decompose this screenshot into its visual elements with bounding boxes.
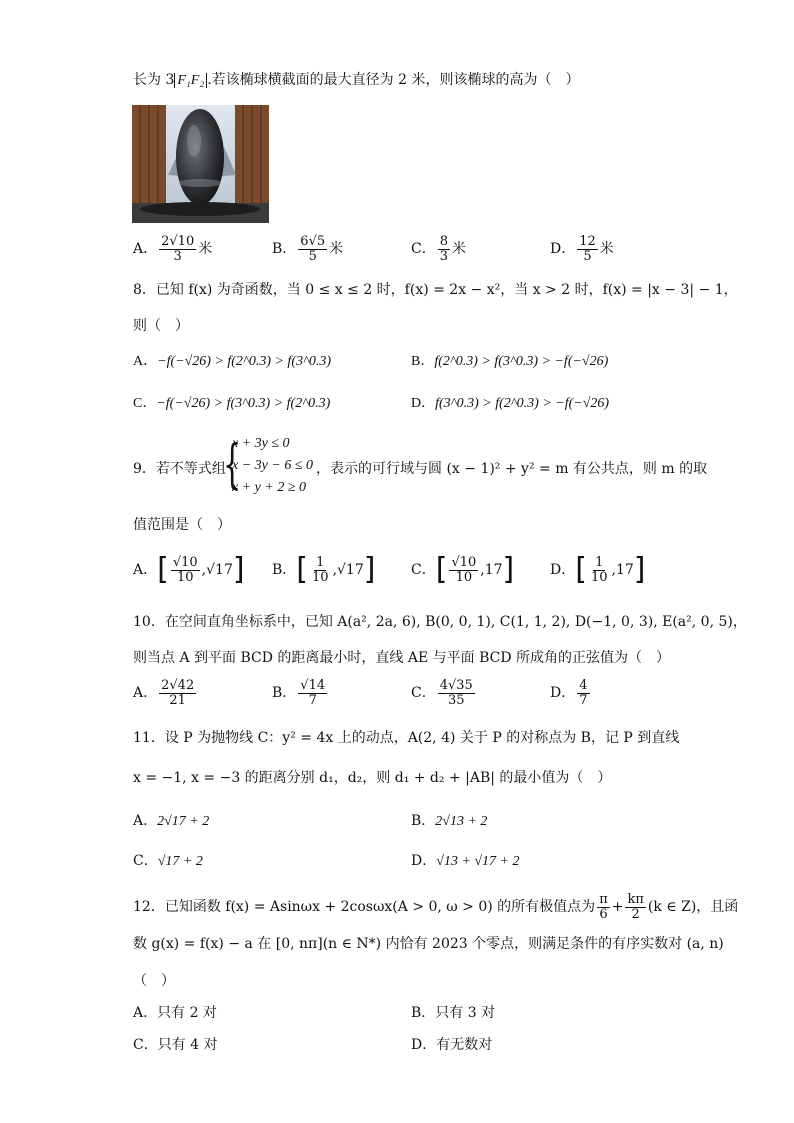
- fraction: $\frac{2√42}{21}$: [161, 678, 195, 708]
- abs-f1f2: F₁F₂: [174, 73, 207, 88]
- fraction: $\frac{1}{10}$: [312, 554, 329, 585]
- fraction: $\frac{√10}{10}$: [451, 554, 477, 585]
- inequality-1: x + 3y ≤ 0: [232, 436, 290, 451]
- fraction: $\frac{8}{3}$: [439, 234, 448, 264]
- ellipsoid-sculpture-photo: [132, 105, 269, 223]
- q7-option-c[interactable]: C． $\frac{8}{3}$ 米: [411, 234, 466, 264]
- q10-option-a[interactable]: A． $\frac{2√42}{21}$: [133, 678, 195, 708]
- q8-stem-line2: 则（ ）: [133, 318, 189, 334]
- q8-stem-line1: 8．已知 f(x) 为奇函数，当 0 ≤ x ≤ 2 时，f(x) = 2x − x²，当 x > 2 时，f(x) = |x − 3| − 1，: [133, 282, 738, 298]
- q11-stem-line2: x = −1, x = −3 的距离分别 d₁，d₂，则 d₁ + d₂ + |AB| 的最小值为（ ）: [133, 770, 612, 786]
- q9-option-c[interactable]: C．[ $\frac{√10}{10}$ ,17]: [411, 552, 515, 587]
- fraction: $\frac{2√10}{3}$: [161, 234, 195, 264]
- q10-option-d[interactable]: D． $\frac{4}{7}$: [550, 678, 588, 708]
- q8-option-c[interactable]: C．−f(−√26) > f(3^0.3) > f(2^0.3): [133, 396, 331, 411]
- q12-stem-line1: 12．已知函数 f(x) = Asinωx + 2cosωx(A > 0, ω > 0) 的所有极值点为 $\frac{\pi}{6}$ + $\frac{k\pi}{2}$ (k ∈ Z)，且函: [133, 892, 739, 922]
- fraction: $\frac{6√5}{5}$: [300, 234, 326, 264]
- q11-option-d[interactable]: D．√13 + √17 + 2: [411, 853, 520, 869]
- q12-option-c[interactable]: C．只有 4 对: [133, 1037, 218, 1053]
- q9-option-a[interactable]: A．[ $\frac{√10}{10}$ ,√17]: [133, 552, 245, 587]
- q11-option-a[interactable]: A．2√17 + 2: [133, 813, 210, 829]
- q7-option-a[interactable]: A． $\frac{2√10}{3}$ 米: [133, 234, 213, 264]
- fraction: $\frac{1}{10}$: [590, 554, 608, 585]
- fraction: $\frac{√10}{10}$: [172, 554, 198, 585]
- q11-option-c[interactable]: C．√17 + 2: [133, 853, 203, 869]
- left-brace: {: [223, 435, 242, 495]
- q10-option-b[interactable]: B． $\frac{√14}{7}$: [272, 678, 326, 708]
- inequality-2: x − 3y − 6 ≤ 0: [232, 458, 314, 473]
- q10-stem-line1: 10．在空间直角坐标系中，已知 A(a², 2a, 6), B(0, 0, 1), C(1, 1, 2), D(−1, 0, 3), E(a², 0, 5)，: [133, 614, 747, 630]
- q12-option-a[interactable]: A．只有 2 对: [133, 1005, 217, 1021]
- fraction: $\frac{√14}{7}$: [300, 678, 326, 708]
- q7-option-b[interactable]: B． $\frac{6√5}{5}$ 米: [272, 234, 344, 264]
- q9-option-d[interactable]: D．[ $\frac{1}{10}$ ,17]: [550, 552, 646, 587]
- fraction: $\frac{12}{5}$: [579, 234, 596, 264]
- q7-option-d[interactable]: D． $\frac{12}{5}$ 米: [550, 234, 614, 264]
- q12-option-d[interactable]: D．有无数对: [411, 1037, 493, 1053]
- q8-option-d[interactable]: D．f(3^0.3) > f(2^0.3) > −f(−√26): [411, 396, 610, 411]
- q12-stem-line3: （ ）: [133, 973, 175, 989]
- q9-stem-line2: 值范围是（ ）: [133, 517, 231, 533]
- q7-stem-line: 长为 3 F₁F₂ .若该椭球横截面的最大直径为 2 米，则该椭球的高为（ ）: [133, 72, 580, 88]
- fraction-pi-6: $\frac{\pi}{6}$: [599, 892, 608, 922]
- q9-stem-prefix: 9．若不等式组: [133, 461, 226, 477]
- fraction-kpi-2: $\frac{k\pi}{2}$: [627, 892, 644, 922]
- q10-stem-line2: 则当点 A 到平面 BCD 的距离最小时，直线 AE 与平面 BCD 所成角的正弦值为（ ）: [133, 650, 671, 666]
- q8-option-a[interactable]: A．−f(−√26) > f(2^0.3) > f(3^0.3): [133, 354, 332, 369]
- q10-option-c[interactable]: C． $\frac{4√35}{35}$: [411, 678, 473, 708]
- q9-option-b[interactable]: B．[ $\frac{1}{10}$ ,√17]: [272, 552, 376, 587]
- fraction: $\frac{4}{7}$: [579, 678, 588, 708]
- fraction: $\frac{4√35}{35}$: [439, 678, 473, 708]
- q8-option-b[interactable]: B．f(2^0.3) > f(3^0.3) > −f(−√26): [411, 354, 609, 369]
- inequality-3: x + y + 2 ≥ 0: [232, 480, 307, 495]
- q11-stem-line1: 11．设 P 为抛物线 C：y² = 4x 上的动点，A(2, 4) 关于 P 的对称点为 B，记 P 到直线: [133, 730, 680, 746]
- q9-stem-middle: ，表示的可行域与圆 (x − 1)² + y² = m 有公共点，则 m 的取: [316, 461, 708, 477]
- q11-option-b[interactable]: B．2√13 + 2: [411, 813, 488, 829]
- q12-stem-line2: 数 g(x) = f(x) − a 在 [0, nπ](n ∈ N*) 内恰有 2023 个零点，则满足条件的有序实数对 (a, n): [133, 936, 724, 952]
- q12-option-b[interactable]: B．只有 3 对: [411, 1005, 496, 1021]
